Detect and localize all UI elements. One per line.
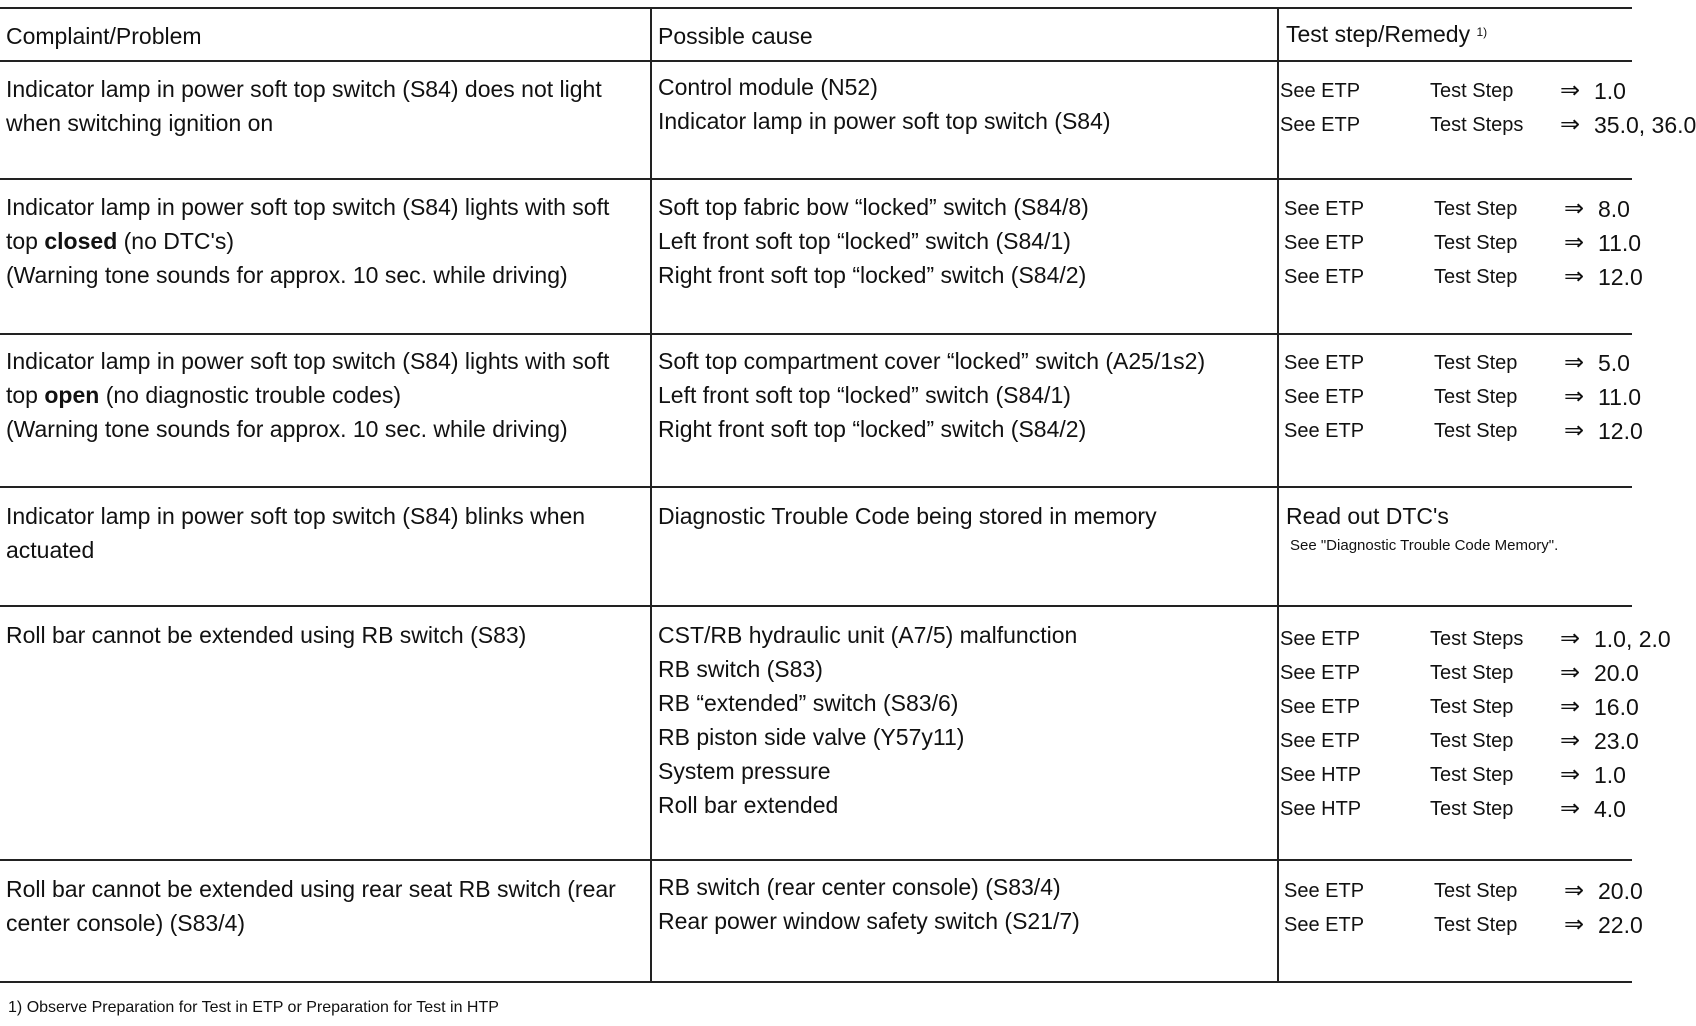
remedy-value: 1.0 bbox=[1594, 78, 1626, 104]
complaint-text: (Warning tone sounds for approx. 10 sec. while driving) bbox=[6, 416, 568, 442]
remedy-see: See HTP bbox=[1280, 798, 1362, 820]
remedy-line bbox=[1284, 908, 1643, 942]
complaint-text: top closed (no DTC's) bbox=[6, 228, 235, 254]
remedy-value: 20.0 bbox=[1598, 878, 1643, 904]
header-divider bbox=[0, 60, 1632, 62]
complaint-cell bbox=[6, 72, 602, 140]
remedy-see: See ETP bbox=[1284, 198, 1365, 220]
remedy-see: See ETP bbox=[1284, 420, 1365, 442]
remedy-value: 1.0 bbox=[1594, 762, 1626, 788]
header-remedy: Test step/Remedy $^{1)}$ bbox=[1286, 21, 1488, 47]
remedy-see: See ETP bbox=[1280, 628, 1361, 650]
arrow-icon: ⇒ bbox=[1560, 727, 1581, 754]
remedy-see: See ETP bbox=[1280, 730, 1361, 752]
remedy-value: 11.0 bbox=[1598, 384, 1642, 410]
complaint-cell bbox=[6, 499, 585, 567]
arrow-icon: ⇒ bbox=[1564, 877, 1585, 904]
complaint-text: Indicator lamp in power soft top switch (S84) does not light bbox=[6, 76, 602, 102]
remedy-see: See ETP bbox=[1284, 232, 1365, 254]
remedy-cell bbox=[1280, 622, 1671, 826]
remedy-step: Test Step bbox=[1434, 198, 1518, 220]
remedy-line bbox=[1280, 656, 1671, 690]
cause-item: RB “extended” switch (S83/6) bbox=[658, 690, 959, 716]
remedy-value: 20.0 bbox=[1594, 660, 1639, 686]
remedy-value: 12.0 bbox=[1598, 264, 1643, 290]
remedy-cell bbox=[1284, 346, 1643, 448]
remedy-line bbox=[1280, 792, 1671, 826]
footnote-text: Observe Preparation for Test in ETP or Preparation for Test in HTP bbox=[26, 999, 499, 1016]
remedy-see: See ETP bbox=[1284, 880, 1365, 902]
emphasis-word: open bbox=[44, 382, 100, 408]
footnote bbox=[8, 996, 499, 1020]
remedy-step: Test Step bbox=[1430, 696, 1514, 718]
remedy-step: Test Step bbox=[1434, 352, 1518, 374]
remedy-step: Test Step bbox=[1430, 662, 1514, 684]
complaint-text: Roll bar cannot be extended using RB switch (S83) bbox=[6, 622, 527, 648]
cause-item: RB switch (rear center console) (S83/4) bbox=[658, 874, 1061, 900]
remedy-cell bbox=[1284, 192, 1643, 294]
remedy-line bbox=[1284, 226, 1643, 260]
remedy-step: Test Step bbox=[1430, 798, 1514, 820]
remedy-step: Test Step bbox=[1430, 80, 1514, 102]
remedy-see: See ETP bbox=[1284, 914, 1365, 936]
remedy-value: 1.0, 2.0 bbox=[1594, 626, 1671, 652]
table-top-rule bbox=[0, 7, 1632, 9]
remedy-value: 22.0 bbox=[1598, 912, 1643, 938]
remedy-step: Test Steps bbox=[1430, 114, 1524, 136]
remedy-cell bbox=[1286, 499, 1558, 559]
remedy-see: See ETP bbox=[1280, 114, 1361, 136]
footnote-ref: 1) bbox=[1476, 25, 1488, 39]
arrow-icon: ⇒ bbox=[1560, 795, 1581, 822]
cause-item: Soft top compartment cover “locked” switch (A25/1s2) bbox=[658, 348, 1206, 374]
remedy-value: 11.0 bbox=[1598, 230, 1642, 256]
row-divider bbox=[0, 859, 1632, 861]
remedy-cell bbox=[1280, 74, 1696, 142]
remedy-value: 4.0 bbox=[1594, 796, 1626, 822]
cause-cell bbox=[658, 870, 1080, 938]
cause-item: Right front soft top “locked” switch (S84/2) bbox=[658, 262, 1087, 288]
remedy-line bbox=[1280, 108, 1696, 142]
remedy-value: 23.0 bbox=[1594, 728, 1639, 754]
remedy-line bbox=[1284, 380, 1643, 414]
remedy-line bbox=[1280, 622, 1671, 656]
column-divider bbox=[650, 7, 652, 983]
complaint-text: Indicator lamp in power soft top switch (S84) blinks when bbox=[6, 503, 586, 529]
arrow-icon: ⇒ bbox=[1560, 761, 1581, 788]
complaint-text: actuated bbox=[6, 537, 95, 563]
column-divider bbox=[1277, 7, 1279, 983]
remedy-step: Test Step bbox=[1430, 730, 1514, 752]
remedy-step: Test Step bbox=[1434, 386, 1518, 408]
header-complaint: Complaint/Problem bbox=[6, 23, 202, 49]
row-divider bbox=[0, 486, 1632, 488]
remedy-line bbox=[1280, 724, 1671, 758]
remedy-see: See ETP bbox=[1284, 266, 1365, 288]
remedy-line bbox=[1284, 192, 1643, 226]
remedy-line bbox=[1280, 690, 1671, 724]
complaint-cell bbox=[6, 344, 609, 446]
remedy-value: 8.0 bbox=[1598, 196, 1630, 222]
arrow-icon: ⇒ bbox=[1560, 659, 1581, 686]
complaint-text: Roll bar cannot be extended using rear seat RB switch (rear bbox=[6, 876, 616, 902]
remedy-reference: See "Diagnostic Trouble Code Memory". bbox=[1290, 537, 1559, 554]
arrow-icon: ⇒ bbox=[1564, 195, 1585, 222]
remedy-step: Test Steps bbox=[1430, 628, 1524, 650]
cause-item: Soft top fabric bow “locked” switch (S84/8) bbox=[658, 194, 1089, 220]
cause-item: Right front soft top “locked” switch (S84/2) bbox=[658, 416, 1087, 442]
header-cause: Possible cause bbox=[658, 23, 813, 49]
remedy-cell bbox=[1284, 874, 1643, 942]
remedy-line bbox=[1284, 874, 1643, 908]
remedy-see: See ETP bbox=[1280, 662, 1361, 684]
complaint-text: Indicator lamp in power soft top switch (S84) lights with soft bbox=[6, 348, 610, 374]
remedy-text: Read out DTC's bbox=[1286, 503, 1449, 529]
remedy-see: See ETP bbox=[1284, 352, 1365, 374]
remedy-see: See ETP bbox=[1280, 696, 1361, 718]
remedy-line bbox=[1284, 260, 1643, 294]
emphasis-word: closed bbox=[44, 228, 118, 254]
row-divider bbox=[0, 333, 1632, 335]
cause-cell bbox=[658, 618, 1077, 822]
row-divider bbox=[0, 178, 1632, 180]
arrow-icon: ⇒ bbox=[1560, 111, 1581, 138]
remedy-line bbox=[1284, 414, 1643, 448]
cause-item: RB piston side valve (Y57y11) bbox=[658, 724, 965, 750]
remedy-step: Test Step bbox=[1434, 880, 1518, 902]
complaint-text: Indicator lamp in power soft top switch (S84) lights with soft bbox=[6, 194, 610, 220]
cause-cell bbox=[658, 70, 1111, 138]
remedy-line bbox=[1284, 346, 1643, 380]
row-divider bbox=[0, 605, 1632, 607]
cause-cell bbox=[658, 344, 1205, 446]
cause-item: Left front soft top “locked” switch (S84/1) bbox=[658, 382, 1071, 408]
footnote-ref: 1) bbox=[8, 999, 23, 1016]
remedy-see: See ETP bbox=[1284, 386, 1365, 408]
arrow-icon: ⇒ bbox=[1564, 417, 1585, 444]
complaint-cell bbox=[6, 618, 526, 652]
remedy-step: Test Step bbox=[1434, 420, 1518, 442]
arrow-icon: ⇒ bbox=[1564, 229, 1585, 256]
cause-cell bbox=[658, 190, 1089, 292]
arrow-icon: ⇒ bbox=[1564, 349, 1585, 376]
remedy-step: Test Step bbox=[1434, 232, 1518, 254]
remedy-value: 5.0 bbox=[1598, 350, 1630, 376]
arrow-icon: ⇒ bbox=[1564, 263, 1585, 290]
cause-item: Left front soft top “locked” switch (S84/1) bbox=[658, 228, 1071, 254]
remedy-line bbox=[1280, 758, 1671, 792]
arrow-icon: ⇒ bbox=[1564, 383, 1585, 410]
complaint-text: center console) (S83/4) bbox=[6, 910, 246, 936]
remedy-see: See HTP bbox=[1280, 764, 1362, 786]
cause-item: Roll bar extended bbox=[658, 792, 839, 818]
complaint-cell bbox=[6, 190, 609, 292]
complaint-text: (Warning tone sounds for approx. 10 sec. while driving) bbox=[6, 262, 568, 288]
complaint-text: top open (no diagnostic trouble codes) bbox=[6, 382, 402, 408]
remedy-step: Test Step bbox=[1434, 266, 1518, 288]
cause-cell bbox=[658, 499, 1157, 533]
remedy-value: 16.0 bbox=[1594, 694, 1639, 720]
remedy-value: 12.0 bbox=[1598, 418, 1643, 444]
table-bottom-rule bbox=[0, 981, 1632, 983]
cause-item: System pressure bbox=[658, 758, 831, 784]
complaint-cell bbox=[6, 872, 616, 940]
remedy-value: 35.0, 36.0 bbox=[1594, 112, 1696, 138]
cause-item: CST/RB hydraulic unit (A7/5) malfunction bbox=[658, 622, 1078, 648]
complaint-text: when switching ignition on bbox=[6, 110, 274, 136]
arrow-icon: ⇒ bbox=[1560, 693, 1581, 720]
arrow-icon: ⇒ bbox=[1560, 625, 1581, 652]
cause-item: Diagnostic Trouble Code being stored in memory bbox=[658, 503, 1157, 529]
remedy-line bbox=[1280, 74, 1696, 108]
arrow-icon: ⇒ bbox=[1564, 911, 1585, 938]
cause-item: Rear power window safety switch (S21/7) bbox=[658, 908, 1080, 934]
cause-item: Indicator lamp in power soft top switch (S84) bbox=[658, 108, 1111, 134]
remedy-step: Test Step bbox=[1434, 914, 1518, 936]
cause-item: RB switch (S83) bbox=[658, 656, 823, 682]
arrow-icon: ⇒ bbox=[1560, 77, 1581, 104]
cause-item: Control module (N52) bbox=[658, 74, 878, 100]
remedy-see: See ETP bbox=[1280, 80, 1361, 102]
remedy-step: Test Step bbox=[1430, 764, 1514, 786]
